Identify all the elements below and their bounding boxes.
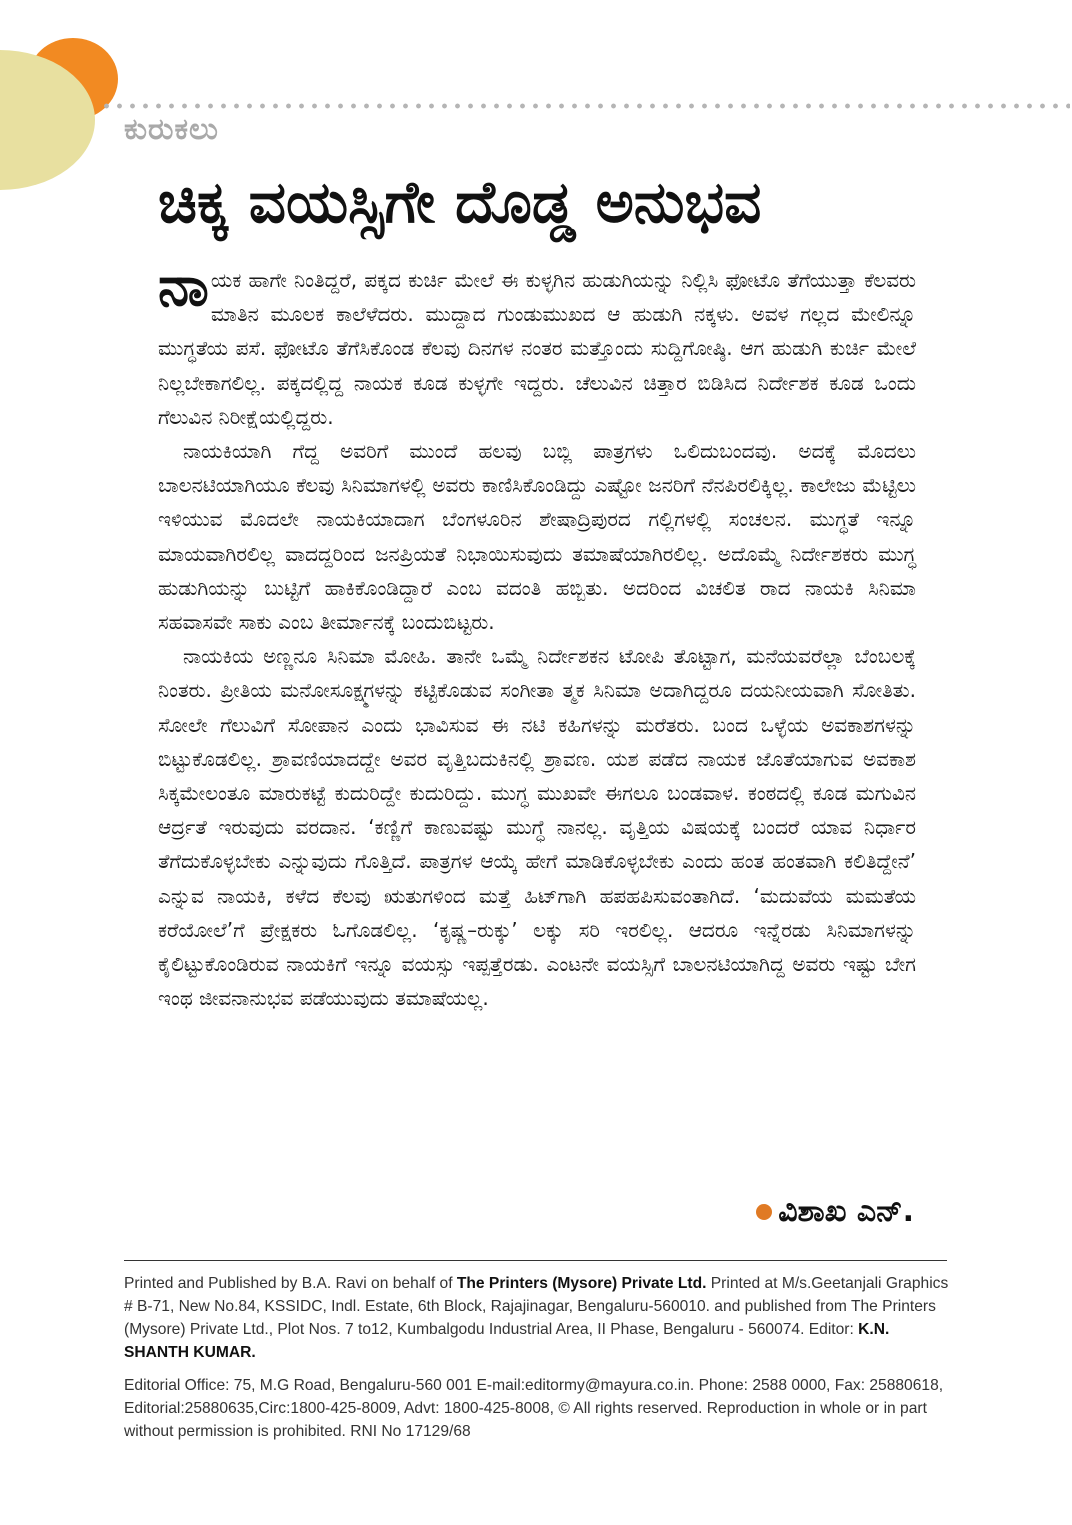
imprint-text: Printed at M/s.Geetanjali Graphics # B-71, New No.84, KSSIDC, Indl. Estate, 6th Block, Rajajinagar, Bengaluru-560010. and published from The Printers (Mysore) Private Ltd., Plot Nos. 7 to12, Kumbalgodu Industrial Area, II Phase, Bengaluru - 560074. Editor:	[124, 1275, 949, 1338]
author-name: ವಿಶಾಖ ಎನ್.	[778, 1194, 914, 1229]
article-paragraph-1	[158, 254, 916, 434]
section-label: ಕುರುಕಲು	[124, 112, 219, 147]
article-paragraph-2: ನಾಯಕಿಯಾಗಿ ಗೆದ್ದ ಅವರಿಗೆ ಮುಂದೆ ಹಲವು ಬಬ್ಲಿ ಪಾತ್ರಗಳು ಒಲಿದುಬಂದವು. ಅದಕ್ಕೆ ಮೊದಲು ಬಾಲನಟಿಯಾಗಿಯೂ ಕೆಲವು ಸಿನಿಮಾಗಳಲ್ಲಿ ಅವರು ಕಾಣಿಸಿಕೊಂಡಿದ್ದು ಎಷ್ಟೋ ಜನರಿಗೆ ನೆನಪಿರಲಿಕ್ಕಿಲ್ಲ. ಕಾಲೇಜು ಮೆಟ್ಟಿಲು ಇಳಿಯುವ ಮೊದಲೇ ನಾಯಕಿಯಾದಾಗ ಬೆಂಗಳೂರಿನ ಶೇಷಾದ್ರಿಪುರದ ಗಲ್ಲಿಗಳಲ್ಲಿ ಸಂಚಲನ. ಮುಗ್ಧತೆ ಇನ್ನೂ ಮಾಯವಾಗಿರಲಿಲ್ಲ ವಾದದ್ದರಿಂದ ಜನಪ್ರಿಯತೆ ನಿಭಾಯಿಸುವುದು ತಮಾಷೆಯಾಗಿರಲಿಲ್ಲ. ಅದೊಮ್ಮೆ ನಿರ್ದೇಶಕರು ಮುಗ್ಧ ಹುಡುಗಿಯನ್ನು ಬುಟ್ಟಿಗೆ ಹಾಕಿಕೊಂಡಿದ್ದಾರೆ ಎಂಬ ವದಂತಿ ಹಬ್ಬಿತು. ಅದರಿಂದ ವಿಚಲಿತ ರಾದ ನಾಯಕಿ ಸಿನಿಮಾ ಸಹವಾಸವೇ ಸಾಕು ಎಂಬ ತೀರ್ಮಾನಕ್ಕೆ ಬಂದುಬಿಟ್ಟರು.	[158, 439, 916, 635]
author-byline	[756, 1194, 914, 1229]
imprint-text: Printed and Published by B.A. Ravi on behalf of	[124, 1275, 457, 1292]
printer-name: The Printers (Mysore) Private Ltd.	[456, 1275, 707, 1292]
paragraph-1-text: ಯಕ ಹಾಗೇ ನಿಂತಿದ್ದರೆ, ಪಕ್ಕದ ಕುರ್ಚಿ ಮೇಲೆ ಈ ಕುಳ್ಳಗಿನ ಹುಡುಗಿಯನ್ನು ನಿಲ್ಲಿಸಿ ಫೋಟೊ ತೆಗೆಯುತ್ತಾ ಕೆಲವರು ಮಾತಿನ ಮೂಲಕ ಕಾಲೆಳೆದರು. ಮುದ್ದಾದ ಗುಂಡುಮುಖದ ಆ ಹುಡುಗಿ ನಕ್ಕಳು. ಅವಳ ಗಲ್ಲದ ಮೇಲಿನ್ನೂ ಮುಗ್ಧತೆಯ ಪಸೆ. ಫೋಟೊ ತೆಗೆಸಿಕೊಂಡ ಕೆಲವು ದಿನಗಳ ನಂತರ ಮತ್ತೊಂದು ಸುದ್ದಿಗೋಷ್ಠಿ. ಆಗ ಹುಡುಗಿ ಕುರ್ಚಿ ಮೇಲೆ ನಿಲ್ಲಬೇಕಾಗಲಿಲ್ಲ. ಪಕ್ಕದಲ್ಲಿದ್ದ ನಾಯಕ ಕೂಡ ಕುಳ್ಳಗೇ ಇದ್ದರು. ಚೆಲುವಿನ ಚಿತ್ತಾರ ಬಿಡಿಸಿದ ನಿರ್ದೇಶಕ ಕೂಡ ಒಂದು ಗೆಲುವಿನ ನಿರೀಕ್ಷೆಯಲ್ಲಿದ್ದರು.	[158, 268, 916, 429]
article-title: ಚಿಕ್ಕ ವಯಸ್ಸಿಗೇ ದೊಡ್ಡ ಅನುಭವ	[158, 168, 762, 236]
bullet-icon	[756, 1204, 772, 1220]
footer-rule	[124, 1260, 947, 1261]
drop-cap: ನಾ	[158, 254, 209, 319]
article-body	[158, 254, 916, 1015]
editor-name: K.N. SHANTH KUMAR.	[124, 1321, 890, 1361]
dotted-divider	[100, 101, 1070, 111]
imprint-publisher	[124, 1272, 954, 1364]
imprint-block	[124, 1272, 954, 1443]
article-paragraph-3: ನಾಯಕಿಯ ಅಣ್ಣನೂ ಸಿನಿಮಾ ಮೋಹಿ. ತಾನೇ ಒಮ್ಮೆ ನಿರ್ದೇಶಕನ ಟೋಪಿ ತೊಟ್ಟಾಗ, ಮನೆಯವರೆಲ್ಲಾ ಬೆಂಬಲಕ್ಕೆ ನಿಂತರು. ಪ್ರೀತಿಯ ಮನೋಸೂಕ್ಷ್ಮಗಳನ್ನು ಕಟ್ಟಿಕೊಡುವ ಸಂಗೀತಾ ತ್ಮಕ ಸಿನಿಮಾ ಅದಾಗಿದ್ದರೂ ದಯನೀಯವಾಗಿ ಸೋತಿತು. ಸೋಲೇ ಗೆಲುವಿಗೆ ಸೋಪಾನ ಎಂದು ಭಾವಿಸುವ ಈ ನಟಿ ಕಹಿಗಳನ್ನು ಮರೆತರು. ಬಂದ ಒಳ್ಳೆಯ ಅವಕಾಶಗಳನ್ನು ಬಿಟ್ಟುಕೊಡಲಿಲ್ಲ. ಶ್ರಾವಣಿಯಾದದ್ದೇ ಅವರ ವೃತ್ತಿಬದುಕಿನಲ್ಲಿ ಶ್ರಾವಣ. ಯಶ ಪಡೆದ ನಾಯಕ ಜೊತೆಯಾಗುವ ಅವಕಾಶ ಸಿಕ್ಕಮೇಲಂತೂ ಮಾರುಕಟ್ಟೆ ಕುದುರಿದ್ದೇ ಕುದುರಿದ್ದು. ಮುಗ್ಧ ಮುಖವೇ ಈಗಲೂ ಬಂಡವಾಳ. ಕಂಠದಲ್ಲಿ ಕೂಡ ಮಗುವಿನ ಆರ್ದ್ರತೆ ಇರುವುದು ವರದಾನ. ‘ಕಣ್ಣಿಗೆ ಕಾಣುವಷ್ಟು ಮುಗ್ಧೆ ನಾನಲ್ಲ. ವೃತ್ತಿಯ ವಿಷಯಕ್ಕೆ ಬಂದರೆ ಯಾವ ನಿರ್ಧಾರ ತೆಗೆದುಕೊಳ್ಳಬೇಕು ಎನ್ನುವುದು ಗೊತ್ತಿದೆ. ಪಾತ್ರಗಳ ಆಯ್ಕೆ ಹೇಗೆ ಮಾಡಿಕೊಳ್ಳಬೇಕು ಎಂದು ಹಂತ ಹಂತವಾಗಿ ಕಲಿತಿದ್ದೇನೆ’ ಎನ್ನುವ ನಾಯಕಿ, ಕಳೆದ ಕೆಲವು ಋತುಗಳಿಂದ ಮತ್ತೆ ಹಿಟ್‌ಗಾಗಿ ಹಪಹಪಿಸುವಂತಾಗಿದೆ. ‘ಮದುವೆಯ ಮಮತೆಯ ಕರೆಯೋಲೆ’ಗೆ ಪ್ರೇಕ್ಷಕರು ಓಗೊಡಲಿಲ್ಲ. ‘ಕೃಷ್ಣ–ರುಕ್ಕು’ ಲಕ್ಕು ಸರಿ ಇರಲಿಲ್ಲ. ಆದರೂ ಇನ್ನೆರಡು ಸಿನಿಮಾಗಳನ್ನು ಕೈಲಿಟ್ಟುಕೊಂಡಿರುವ ನಾಯಕಿಗೆ ಇನ್ನೂ ವಯಸ್ಸು ಇಪ್ಪತ್ತೆರಡು. ಎಂಟನೇ ವಯಸ್ಸಿಗೆ ಬಾಲನಟಿಯಾಗಿದ್ದ ಅವರು ಇಷ್ಟು ಬೇಗ ಇಂಥ ಜೀವನಾನುಭವ ಪಡೆಯುವುದು ತಮಾಷೆಯಲ್ಲ.	[158, 644, 916, 1011]
imprint-contact: Editorial Office: 75, M.G Road, Bengaluru-560 001 E-mail:editormy@mayura.co.in. Phone: 2588 0000, Fax: 25880618, Editorial:25880635,Circ:1800-425-8009, Advt: 1800-425-8008, © All rights reserved. Reproduction in whole or in part without permission is prohibited. RNI No 17129/68	[124, 1377, 944, 1440]
